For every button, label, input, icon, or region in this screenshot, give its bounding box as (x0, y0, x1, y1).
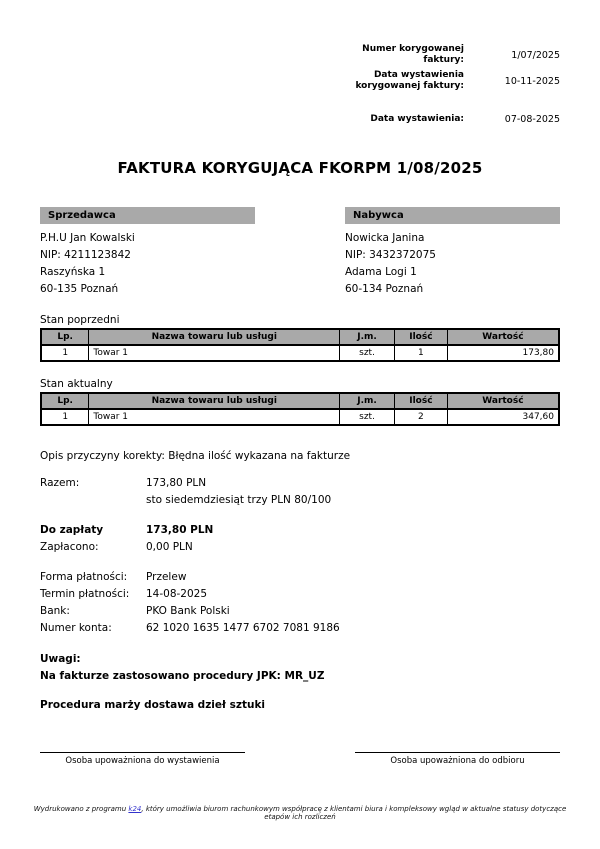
table-row (41, 345, 559, 361)
buyer-section (345, 207, 560, 298)
current-state-section (40, 378, 560, 426)
signature-issuer (40, 752, 245, 766)
current-state-caption: Stan aktualny (40, 378, 113, 390)
signatures-section (40, 752, 560, 766)
totals-section (40, 475, 560, 509)
amount-due-label: Do zapłaty (40, 524, 104, 536)
seller-city: 60-135 Poznań (40, 283, 119, 295)
cell-qty: 1 (394, 345, 447, 361)
footer-text-prefix: Wydrukowano z programu (33, 805, 129, 813)
notes-label: Uwagi: (40, 653, 81, 665)
previous-state-section (40, 314, 560, 362)
buyer-name: Nowicka Janina (345, 232, 425, 244)
column-header-unit: J.m. (340, 329, 395, 345)
cell-name: Towar 1 (89, 409, 340, 425)
bank-label: Bank: (40, 605, 70, 617)
seller-header-bar: Sprzedawca (40, 207, 255, 224)
cell-value: 173,80 (447, 345, 559, 361)
column-header-name: Nazwa towaru lub usługi (89, 393, 340, 409)
buyer-street: Adama Logi 1 (345, 266, 417, 278)
total-in-words: sto siedemdziesiąt trzy PLN 80/100 (146, 494, 332, 506)
payment-method-label: Forma płatności: (40, 571, 128, 583)
total-row (40, 475, 560, 492)
signature-receiver-label: Osoba upoważniona do odbioru (390, 756, 525, 766)
total-in-words-row (40, 492, 560, 509)
table-header-row (41, 329, 559, 345)
column-header-value: Wartość (447, 393, 559, 409)
payment-due-date-label: Termin płatności: (40, 588, 130, 600)
table-row (41, 409, 559, 425)
amount-paid-label: Zapłacono: (40, 541, 99, 553)
previous-state-caption: Stan poprzedni (40, 314, 120, 326)
corrected-invoice-issue-date-label: Data wystawienia korygowanej faktury: (355, 70, 464, 91)
bank-row (40, 603, 560, 620)
buyer-nip: NIP: 3432372075 (345, 249, 436, 261)
amount-due-section (40, 522, 560, 556)
amount-paid-value: 0,00 PLN (146, 541, 193, 553)
corrected-invoice-number-label: Numer korygowanej faktury: (362, 44, 464, 65)
table-header-row (41, 393, 559, 409)
cell-unit: szt. (340, 345, 395, 361)
signature-receiver (355, 752, 560, 766)
amount-due-row (40, 522, 560, 539)
signature-line (355, 752, 560, 753)
payment-section (40, 569, 560, 637)
print-footer (0, 805, 600, 821)
corrected-invoice-issue-date-value: 10-11-2025 (504, 75, 560, 87)
cell-unit: szt. (340, 409, 395, 425)
seller-nip: NIP: 4211123842 (40, 249, 131, 261)
cell-qty: 2 (394, 409, 447, 425)
seller-section (40, 207, 255, 298)
total-value: 173,80 PLN (146, 477, 207, 489)
cell-lp: 1 (41, 409, 89, 425)
page-title: FAKTURA KORYGUJĄCA FKORPM 1/08/2025 (117, 159, 483, 177)
buyer-header-bar: Nabywca (345, 207, 560, 224)
buyer-details (345, 230, 560, 298)
header-meta-block (40, 44, 560, 125)
notes-section (40, 651, 560, 714)
column-header-lp: Lp. (41, 329, 89, 345)
cell-value: 347,60 (447, 409, 559, 425)
notes-jpk-procedure: Na fakturze zastosowano procedury JPK: MR_UZ (40, 670, 325, 682)
previous-state-table (40, 328, 560, 362)
cell-name: Towar 1 (89, 345, 340, 361)
cell-lp: 1 (41, 345, 89, 361)
total-label: Razem: (40, 477, 80, 489)
correction-reason-value: Błędna ilość wykazana na fakturze (168, 450, 351, 462)
column-header-unit: J.m. (340, 393, 395, 409)
seller-name: P.H.U Jan Kowalski (40, 232, 135, 244)
column-header-lp: Lp. (41, 393, 89, 409)
total-in-words-spacer (40, 492, 146, 509)
issue-date-value: 07-08-2025 (504, 114, 560, 125)
corrected-invoice-number-value: 1/07/2025 (511, 49, 560, 61)
meta-row-corrected-invoice-issue-date (336, 70, 560, 92)
issue-date-label: Data wystawienia: (370, 114, 464, 124)
buyer-city: 60-134 Poznań (345, 283, 424, 295)
footer-text-suffix: , który umożliwia biurom rachunkowym współpracę z klientami biura i kompleksowy wgląd w aktualne statusy dotyczące etapów ich rozliczeń (141, 805, 567, 821)
bank-value: PKO Bank Polski (146, 605, 230, 617)
column-header-qty: Ilość (394, 329, 447, 345)
parties-section (40, 207, 560, 298)
signature-issuer-label: Osoba upoważniona do wystawienia (65, 756, 220, 766)
meta-row-corrected-invoice-number (336, 44, 560, 66)
seller-street: Raszyńska 1 (40, 266, 106, 278)
column-header-name: Nazwa towaru lub usługi (89, 329, 340, 345)
notes-spacer (40, 685, 560, 697)
amount-due-value: 173,80 PLN (146, 524, 214, 536)
account-number-value: 62 1020 1635 1477 6702 7081 9186 (146, 622, 340, 634)
payment-method-value: Przelew (146, 571, 187, 583)
payment-due-date-row (40, 586, 560, 603)
payment-due-date-value: 14-08-2025 (146, 588, 208, 600)
signature-line (40, 752, 245, 753)
account-number-row (40, 620, 560, 637)
k24-program-link[interactable]: k24 (128, 805, 142, 813)
column-header-value: Wartość (447, 329, 559, 345)
correction-reason-label: Opis przyczyny korekty: (40, 450, 165, 462)
meta-row-issue-date (336, 114, 560, 125)
amount-paid-row (40, 539, 560, 556)
correction-reason (40, 450, 560, 462)
column-header-qty: Ilość (394, 393, 447, 409)
notes-margin-procedure: Procedura marży dostawa dzieł sztuki (40, 699, 266, 711)
account-number-label: Numer konta: (40, 622, 112, 634)
payment-method-row (40, 569, 560, 586)
seller-details (40, 230, 255, 298)
current-state-table (40, 392, 560, 426)
